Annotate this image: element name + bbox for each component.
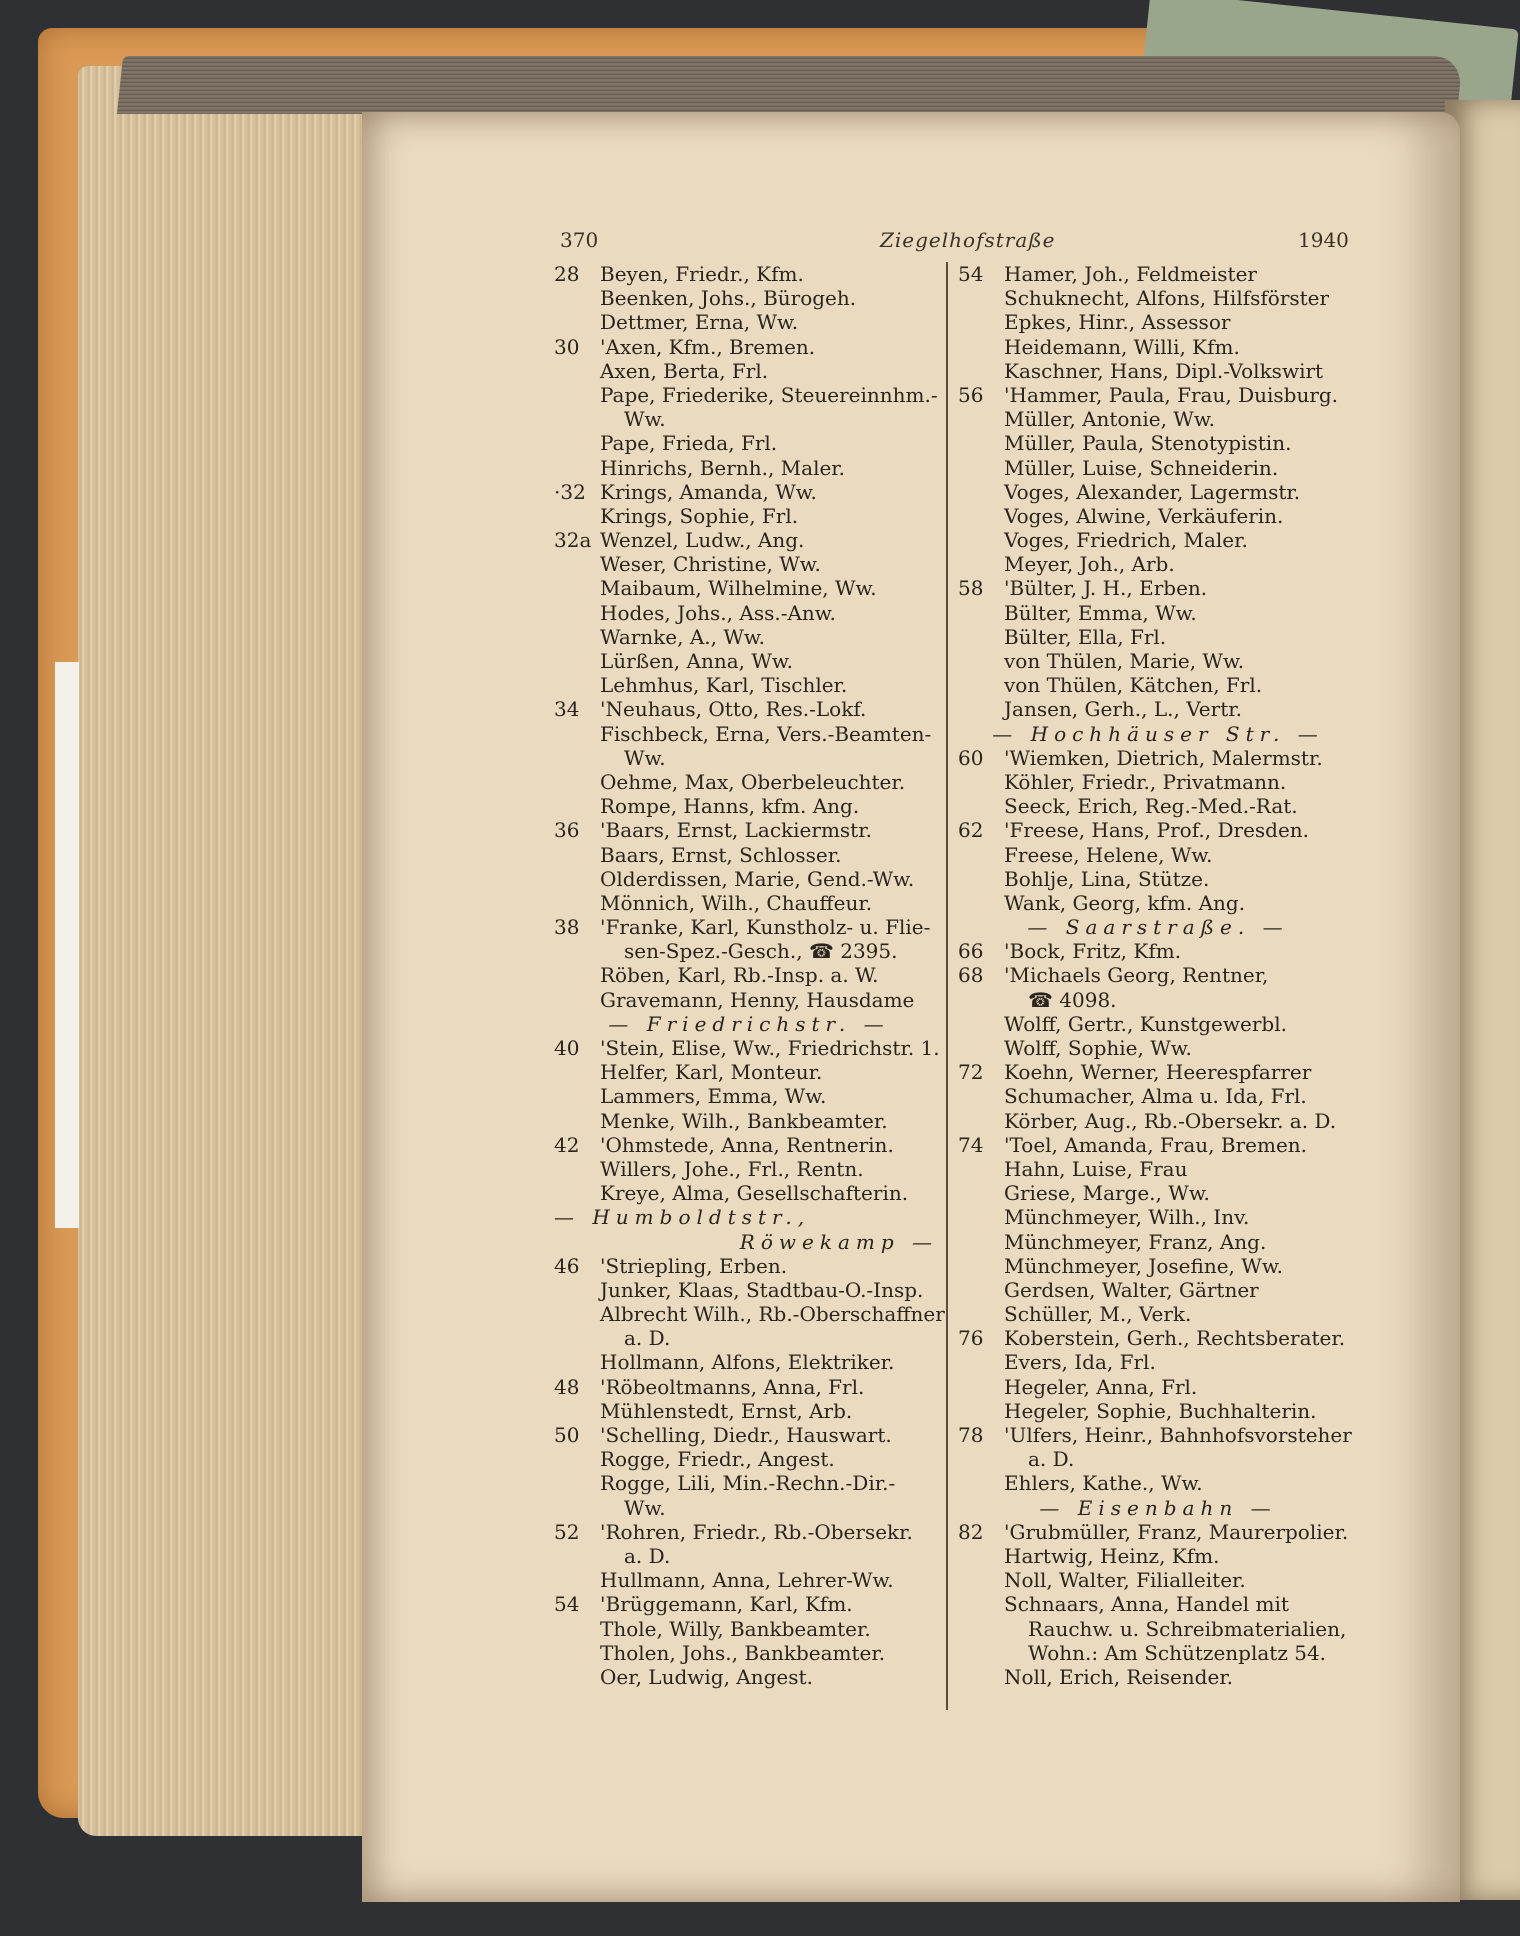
directory-entry bbox=[554, 1617, 944, 1641]
directory-entry bbox=[958, 1181, 1358, 1205]
entry-text: Hullmann, Anna, Lehrer-Ww. bbox=[600, 1568, 894, 1593]
column-divider bbox=[946, 262, 948, 1710]
entry-text: Freese, Helene, Ww. bbox=[1004, 842, 1213, 867]
directory-entry bbox=[958, 431, 1358, 455]
entry-text: Kaschner, Hans, Dipl.-Volkswirt bbox=[1004, 358, 1324, 383]
directory-entry bbox=[554, 1520, 944, 1544]
directory-entry bbox=[958, 939, 1358, 963]
entry-text: Hegeler, Anna, Frl. bbox=[1004, 1374, 1198, 1399]
directory-entry bbox=[958, 649, 1358, 673]
directory-entry bbox=[554, 1060, 944, 1084]
directory-entry bbox=[554, 262, 944, 286]
directory-entry bbox=[958, 1568, 1358, 1592]
entry-text: 'Freese, Hans, Prof., Dresden. bbox=[1004, 818, 1310, 843]
entry-text: Seeck, Erich, Reg.-Med.-Rat. bbox=[1004, 794, 1298, 819]
directory-entry bbox=[554, 1544, 944, 1568]
directory-entry bbox=[554, 843, 944, 867]
directory-entry bbox=[554, 1036, 944, 1060]
entry-text: 'Bock, Fritz, Kfm. bbox=[1004, 939, 1182, 964]
entry-text: a. D. bbox=[624, 1326, 671, 1351]
entry-text: Lehmhus, Karl, Tischler. bbox=[600, 673, 848, 698]
directory-entry bbox=[554, 1157, 944, 1181]
year: 1940 bbox=[1298, 228, 1349, 252]
directory-entry bbox=[554, 1568, 944, 1592]
directory-entry bbox=[554, 939, 944, 963]
directory-entry bbox=[958, 1326, 1358, 1350]
directory-entry bbox=[958, 310, 1358, 334]
entry-text: Noll, Erich, Reisender. bbox=[1004, 1664, 1234, 1689]
entry-text: 'Stein, Elise, Ww., Friedrichstr. 1. bbox=[600, 1036, 940, 1060]
entry-text: Schüller, M., Verk. bbox=[1004, 1302, 1192, 1327]
house-number: 48 bbox=[554, 1374, 580, 1399]
entry-text: Hegeler, Sophie, Buchhalterin. bbox=[1004, 1398, 1317, 1423]
entry-text: a. D. bbox=[624, 1543, 671, 1568]
entry-text: Heidemann, Willi, Kfm. bbox=[1004, 334, 1240, 359]
directory-entry bbox=[554, 310, 944, 334]
entry-text: Helfer, Karl, Monteur. bbox=[600, 1060, 823, 1085]
directory-entry bbox=[958, 1157, 1358, 1181]
entry-text: Meyer, Joh., Arb. bbox=[1004, 552, 1175, 577]
directory-entry bbox=[554, 480, 944, 504]
entry-text: Voges, Friedrich, Maler. bbox=[1004, 528, 1248, 553]
entry-text: 'Grubmüller, Franz, Maurerpolier. bbox=[1004, 1519, 1349, 1544]
directory-entry bbox=[554, 1447, 944, 1471]
entry-text: a. D. bbox=[1028, 1447, 1075, 1472]
directory-entry bbox=[958, 1471, 1358, 1495]
directory-entry bbox=[554, 1350, 944, 1374]
directory-entry bbox=[958, 407, 1358, 431]
entry-text: Koehn, Werner, Heerespfarrer bbox=[1004, 1060, 1312, 1085]
house-number: 68 bbox=[958, 963, 984, 988]
entry-text: Müller, Paula, Stenotypistin. bbox=[1004, 431, 1292, 456]
entry-text: Evers, Ida, Frl. bbox=[1004, 1350, 1156, 1375]
house-number: 32a bbox=[554, 528, 592, 553]
entry-text: Ww. bbox=[624, 407, 666, 432]
entry-text: Junker, Klaas, Stadtbau-O.-Insp. bbox=[600, 1277, 924, 1302]
directory-entry bbox=[958, 843, 1358, 867]
house-number: 58 bbox=[958, 576, 984, 601]
house-number: 74 bbox=[958, 1132, 984, 1157]
entry-text: Hartwig, Heinz, Kfm. bbox=[1004, 1543, 1220, 1568]
separator-text: — Friedrichstr. — bbox=[608, 1011, 890, 1036]
entry-text: Rauchw. u. Schreibmaterialien, bbox=[1028, 1616, 1347, 1641]
directory-entry bbox=[554, 552, 944, 576]
entry-text: Wolff, Sophie, Ww. bbox=[1004, 1036, 1192, 1060]
street-separator bbox=[554, 1012, 944, 1036]
entry-text: Dettmer, Erna, Ww. bbox=[600, 310, 799, 335]
directory-entry bbox=[958, 1665, 1358, 1689]
entry-text: Pape, Frieda, Frl. bbox=[600, 431, 778, 456]
street-separator bbox=[958, 915, 1358, 939]
directory-entry bbox=[554, 1254, 944, 1278]
entry-text: 'Franke, Karl, Kunstholz- u. Flie- bbox=[600, 915, 931, 940]
entry-text: 'Wiemken, Dietrich, Malermstr. bbox=[1004, 745, 1323, 770]
paper-strip bbox=[55, 662, 79, 1228]
house-number: 54 bbox=[958, 262, 984, 286]
entry-text: Epkes, Hinr., Assessor bbox=[1004, 310, 1231, 335]
entry-text: Müller, Luise, Schneiderin. bbox=[1004, 455, 1279, 480]
entry-text: 'Axen, Kfm., Bremen. bbox=[600, 334, 816, 359]
entry-text: Voges, Alexander, Lagermstr. bbox=[1004, 479, 1301, 504]
entry-text: Lürßen, Anna, Ww. bbox=[600, 649, 794, 673]
entry-text: sen-Spez.-Gesch., ☎ 2395. bbox=[624, 939, 898, 964]
directory-entry bbox=[958, 818, 1358, 842]
entry-text: Schuknecht, Alfons, Hilfsförster bbox=[1004, 286, 1330, 311]
entry-text: Pape, Friederike, Steuereinnhm.- bbox=[600, 382, 938, 407]
entry-text: Münchmeyer, Wilh., Inv. bbox=[1004, 1205, 1250, 1230]
entry-text: 'Michaels Georg, Rentner, bbox=[1004, 963, 1269, 988]
house-number: 72 bbox=[958, 1060, 984, 1085]
entry-text: Rogge, Lili, Min.-Rechn.-Dir.- bbox=[600, 1471, 896, 1496]
directory-entry bbox=[554, 601, 944, 625]
separator-text: — Saarstraße. — bbox=[1027, 915, 1289, 940]
directory-entry bbox=[958, 1302, 1358, 1326]
directory-entry bbox=[554, 1084, 944, 1108]
entry-text: ☎ 4098. bbox=[1028, 987, 1117, 1012]
entry-text: Thole, Willy, Bankbeamter. bbox=[600, 1616, 871, 1641]
directory-entry bbox=[554, 407, 944, 431]
entry-text: 'Baars, Ernst, Lackiermstr. bbox=[600, 818, 872, 843]
directory-entry bbox=[958, 1375, 1358, 1399]
entry-text: Hamer, Joh., Feldmeister bbox=[1004, 262, 1257, 286]
house-number: 66 bbox=[958, 939, 984, 964]
directory-entry bbox=[958, 988, 1358, 1012]
directory-entry bbox=[554, 673, 944, 697]
entry-text: Hahn, Luise, Frau bbox=[1004, 1156, 1188, 1181]
entry-text: 'Schelling, Diedr., Hauswart. bbox=[600, 1423, 892, 1447]
directory-entry bbox=[958, 383, 1358, 407]
directory-entry bbox=[554, 1496, 944, 1520]
directory-entry bbox=[958, 1084, 1358, 1108]
directory-entry bbox=[554, 528, 944, 552]
entry-text: Warnke, A., Ww. bbox=[600, 624, 766, 649]
entry-text: 'Brüggemann, Karl, Kfm. bbox=[600, 1592, 853, 1617]
directory-entry bbox=[554, 1399, 944, 1423]
entry-text: von Thülen, Kätchen, Frl. bbox=[1004, 673, 1263, 698]
house-number: 62 bbox=[958, 818, 984, 843]
entry-text: Münchmeyer, Josefine, Ww. bbox=[1004, 1253, 1283, 1278]
directory-entry bbox=[958, 697, 1358, 721]
directory-entry bbox=[958, 1641, 1358, 1665]
directory-entry bbox=[554, 504, 944, 528]
entry-text: 'Neuhaus, Otto, Res.-Lokf. bbox=[600, 697, 867, 722]
entry-text: Müller, Antonie, Ww. bbox=[1004, 407, 1215, 432]
directory-entry bbox=[958, 335, 1358, 359]
entry-text: Beenken, Johs., Bürogeh. bbox=[600, 286, 857, 311]
entry-text: Mühlenstedt, Ernst, Arb. bbox=[600, 1398, 853, 1423]
directory-entry bbox=[554, 818, 944, 842]
directory-entry bbox=[554, 431, 944, 455]
directory-entry bbox=[958, 359, 1358, 383]
directory-entry bbox=[554, 1375, 944, 1399]
directory-entry bbox=[958, 504, 1358, 528]
directory-entry bbox=[958, 746, 1358, 770]
house-number: 50 bbox=[554, 1423, 580, 1447]
street-separator bbox=[554, 1230, 944, 1254]
street-title: Ziegelhofstraße bbox=[880, 228, 1056, 252]
entry-text: Hollmann, Alfons, Elektriker. bbox=[600, 1350, 895, 1375]
directory-entry bbox=[958, 1230, 1358, 1254]
entry-text: Noll, Walter, Filialleiter. bbox=[1004, 1568, 1246, 1593]
entry-text: Ehlers, Kathe., Ww. bbox=[1004, 1471, 1203, 1496]
entry-text: Bohlje, Lina, Stütze. bbox=[1004, 866, 1210, 891]
entry-text: Körber, Aug., Rb.-Obersekr. a. D. bbox=[1004, 1108, 1337, 1133]
entry-text: Wolff, Gertr., Kunstgewerbl. bbox=[1004, 1011, 1287, 1036]
entry-text: Mönnich, Wilh., Chauffeur. bbox=[600, 890, 873, 915]
entry-text: Hinrichs, Bernh., Maler. bbox=[600, 455, 846, 480]
entry-text: 'Röbeoltmanns, Anna, Frl. bbox=[600, 1374, 865, 1399]
directory-entry bbox=[958, 1109, 1358, 1133]
directory-entry bbox=[554, 1592, 944, 1616]
entry-text: Koberstein, Gerh., Rechtsberater. bbox=[1004, 1326, 1346, 1351]
entry-text: Maibaum, Wilhelmine, Ww. bbox=[600, 576, 877, 601]
directory-entry bbox=[554, 794, 944, 818]
directory-entry bbox=[958, 1399, 1358, 1423]
directory-entry bbox=[554, 359, 944, 383]
directory-entry bbox=[958, 456, 1358, 480]
house-number: 78 bbox=[958, 1423, 984, 1447]
directory-entry bbox=[958, 1423, 1358, 1447]
page-edges bbox=[78, 66, 378, 1836]
house-number: ·32 bbox=[554, 479, 586, 504]
directory-entry bbox=[958, 1592, 1358, 1616]
directory-entry bbox=[554, 915, 944, 939]
house-number: 42 bbox=[554, 1132, 580, 1157]
house-number: 28 bbox=[554, 262, 580, 286]
entry-text: Kreye, Alma, Gesellschafterin. bbox=[600, 1181, 909, 1206]
page-number: 370 bbox=[560, 228, 599, 252]
directory-entry bbox=[554, 1278, 944, 1302]
entry-text: Wank, Georg, kfm. Ang. bbox=[1004, 890, 1246, 915]
entry-text: Fischbeck, Erna, Vers.-Beamten- bbox=[600, 721, 932, 746]
entry-text: Baars, Ernst, Schlosser. bbox=[600, 842, 842, 867]
entry-text: 'Striepling, Erben. bbox=[600, 1253, 788, 1278]
entry-text: Wohn.: Am Schützenplatz 54. bbox=[1028, 1640, 1327, 1665]
entry-text: Gravemann, Henny, Hausdame bbox=[600, 987, 915, 1012]
directory-entry bbox=[958, 673, 1358, 697]
house-number: 38 bbox=[554, 915, 580, 940]
entry-text: Voges, Alwine, Verkäuferin. bbox=[1004, 503, 1284, 528]
directory-entry bbox=[958, 1254, 1358, 1278]
entry-text: 'Hammer, Paula, Frau, Duisburg. bbox=[1004, 382, 1339, 407]
entry-text: 'Ohmstede, Anna, Rentnerin. bbox=[600, 1132, 894, 1157]
entry-text: Ww. bbox=[624, 745, 666, 770]
entry-text: Bülter, Emma, Ww. bbox=[1004, 600, 1197, 625]
house-number: 60 bbox=[958, 745, 984, 770]
house-number: 34 bbox=[554, 697, 580, 722]
directory-entry bbox=[554, 746, 944, 770]
house-number: 52 bbox=[554, 1519, 580, 1544]
entry-text: Hodes, Johs., Ass.-Anw. bbox=[600, 600, 836, 625]
directory-entry bbox=[958, 1036, 1358, 1060]
entry-text: Wenzel, Ludw., Ang. bbox=[600, 528, 805, 553]
directory-entry bbox=[554, 1471, 944, 1495]
directory-entry bbox=[958, 528, 1358, 552]
entry-text: Menke, Wilh., Bankbeamter. bbox=[600, 1108, 888, 1133]
left-column bbox=[554, 262, 944, 1689]
directory-entry bbox=[554, 697, 944, 721]
entry-text: Tholen, Johs., Bankbeamter. bbox=[600, 1640, 886, 1665]
directory-entry bbox=[554, 625, 944, 649]
house-number: 56 bbox=[958, 382, 984, 407]
entry-text: Olderdissen, Marie, Gend.-Ww. bbox=[600, 866, 915, 891]
entry-text: 'Rohren, Friedr., Rb.-Obersekr. bbox=[600, 1519, 913, 1544]
directory-entry bbox=[554, 383, 944, 407]
entry-text: 'Ulfers, Heinr., Bahnhofsvorsteher bbox=[1004, 1423, 1352, 1447]
directory-entry bbox=[958, 625, 1358, 649]
directory-entry bbox=[958, 1617, 1358, 1641]
entry-text: Köhler, Friedr., Privatmann. bbox=[1004, 769, 1287, 794]
directory-entry bbox=[958, 1350, 1358, 1374]
directory-entry bbox=[554, 1326, 944, 1350]
directory-entry bbox=[554, 891, 944, 915]
directory-entry bbox=[958, 1278, 1358, 1302]
directory-entry bbox=[958, 1447, 1358, 1471]
directory-entry bbox=[958, 794, 1358, 818]
entry-text: Beyen, Friedr., Kfm. bbox=[600, 262, 804, 286]
directory-entry bbox=[554, 576, 944, 600]
directory-entry bbox=[554, 1665, 944, 1689]
entry-text: Schnaars, Anna, Handel mit bbox=[1004, 1592, 1289, 1617]
street-separator bbox=[554, 1205, 944, 1229]
house-number: 46 bbox=[554, 1253, 580, 1278]
entry-text: von Thülen, Marie, Ww. bbox=[1004, 649, 1245, 673]
directory-entry bbox=[958, 576, 1358, 600]
entry-text: Krings, Amanda, Ww. bbox=[600, 479, 817, 504]
directory-entry bbox=[554, 1302, 944, 1326]
entry-text: Axen, Berta, Frl. bbox=[600, 358, 769, 383]
separator-text: — Humboldtstr., bbox=[554, 1205, 811, 1230]
directory-entry bbox=[958, 262, 1358, 286]
directory-entry bbox=[554, 988, 944, 1012]
entry-text: Rompe, Hanns, kfm. Ang. bbox=[600, 794, 860, 819]
directory-entry bbox=[958, 601, 1358, 625]
directory-entry bbox=[554, 335, 944, 359]
directory-entry bbox=[554, 649, 944, 673]
entry-text: Albrecht Wilh., Rb.-Oberschaffner bbox=[600, 1302, 945, 1327]
directory-entry bbox=[958, 480, 1358, 504]
separator-text: — Eisenbahn — bbox=[1039, 1495, 1277, 1520]
entry-text: Oehme, Max, Oberbeleuchter. bbox=[600, 769, 906, 794]
directory-entry bbox=[554, 1181, 944, 1205]
entry-text: Weser, Christine, Ww. bbox=[600, 552, 821, 577]
directory-entry bbox=[958, 770, 1358, 794]
entry-text: Oer, Ludwig, Angest. bbox=[600, 1664, 813, 1689]
directory-entry bbox=[958, 1012, 1358, 1036]
house-number: 30 bbox=[554, 334, 580, 359]
separator-text: Röwekamp — bbox=[739, 1229, 938, 1254]
directory-entry bbox=[958, 1133, 1358, 1157]
house-number: 36 bbox=[554, 818, 580, 843]
directory-entry bbox=[554, 867, 944, 891]
directory-entry bbox=[554, 456, 944, 480]
entry-text: Schumacher, Alma u. Ida, Frl. bbox=[1004, 1084, 1307, 1109]
separator-text: — Hochhäuser Str. — bbox=[992, 721, 1324, 746]
house-number: 82 bbox=[958, 1519, 984, 1544]
directory-entry bbox=[554, 1641, 944, 1665]
directory-entry bbox=[958, 552, 1358, 576]
directory-entry bbox=[554, 770, 944, 794]
entry-text: Lammers, Emma, Ww. bbox=[600, 1084, 827, 1109]
entry-text: 'Bülter, J. H., Erben. bbox=[1004, 576, 1208, 601]
directory-entry bbox=[958, 891, 1358, 915]
entry-text: Jansen, Gerh., L., Vertr. bbox=[1004, 697, 1242, 722]
street-separator bbox=[958, 722, 1358, 746]
entry-text: Ww. bbox=[624, 1495, 666, 1520]
directory-entry bbox=[958, 963, 1358, 987]
entry-text: Griese, Marge., Ww. bbox=[1004, 1181, 1210, 1206]
top-page-edge bbox=[117, 56, 1463, 114]
directory-entry bbox=[554, 286, 944, 310]
directory-entry bbox=[958, 1060, 1358, 1084]
entry-text: Bülter, Ella, Frl. bbox=[1004, 624, 1167, 649]
directory-entry bbox=[554, 1423, 944, 1447]
entry-text: Gerdsen, Walter, Gärtner bbox=[1004, 1277, 1259, 1302]
directory-entry bbox=[554, 1133, 944, 1157]
house-number: 76 bbox=[958, 1326, 984, 1351]
directory-entry bbox=[554, 722, 944, 746]
directory-entry bbox=[958, 286, 1358, 310]
directory-entry bbox=[554, 963, 944, 987]
entry-text: Krings, Sophie, Frl. bbox=[600, 503, 799, 528]
directory-entry bbox=[958, 1205, 1358, 1229]
house-number: 40 bbox=[554, 1036, 580, 1060]
directory-entry bbox=[958, 867, 1358, 891]
directory-entry bbox=[958, 1520, 1358, 1544]
entry-text: 'Toel, Amanda, Frau, Bremen. bbox=[1004, 1132, 1308, 1157]
right-column bbox=[958, 262, 1358, 1689]
entry-text: Willers, Johe., Frl., Rentn. bbox=[600, 1156, 864, 1181]
street-separator bbox=[958, 1496, 1358, 1520]
directory-entry bbox=[958, 1544, 1358, 1568]
entry-text: Rogge, Friedr., Angest. bbox=[600, 1447, 835, 1472]
entry-text: Münchmeyer, Franz, Ang. bbox=[1004, 1229, 1267, 1254]
directory-entry bbox=[554, 1109, 944, 1133]
house-number: 54 bbox=[554, 1592, 580, 1617]
entry-text: Röben, Karl, Rb.-Insp. a. W. bbox=[600, 963, 879, 988]
